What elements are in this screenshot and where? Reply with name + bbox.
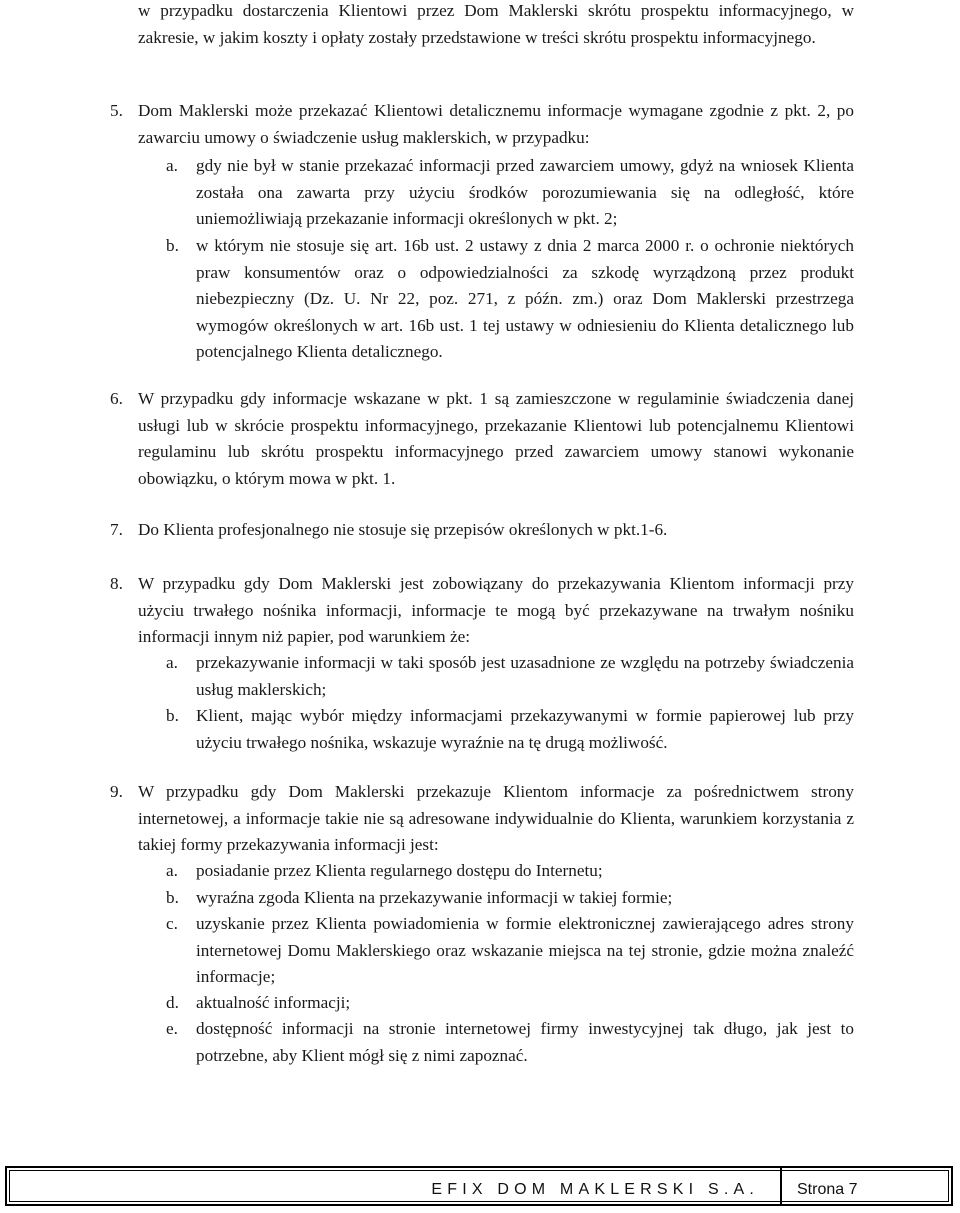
section-number: 9.: [110, 782, 123, 801]
list-item: [166, 233, 854, 366]
list-item: [166, 990, 854, 1017]
page-number: Strona 7: [797, 1181, 858, 1198]
list-item-text: Klient, mając wybór między informacjami przekazywanymi w formie papierowej lub przy użyciu trwałego nośnika, wskazuje wyraźnie na tę drugą możliwość.: [196, 706, 854, 752]
list-item-text: gdy nie był w stanie przekazać informacji przed zawarciem umowy, gdyż na wniosek Klienta została ona zawarta przy użyciu środków porozumiewania się na odległość, które uniemożliwiają przekazanie informacji określonych w pkt. 2;: [196, 156, 854, 228]
list-item-text: posiadanie przez Klienta regularnego dostępu do Internetu;: [196, 861, 603, 880]
section-number: 7.: [110, 520, 123, 539]
list-item: [166, 703, 854, 756]
list-item-text: aktualność informacji;: [196, 993, 351, 1012]
list-marker: d.: [166, 993, 179, 1012]
section-text: Do Klienta profesjonalnego nie stosuje się przepisów określonych w pkt.1-6.: [138, 520, 668, 539]
list-marker: a.: [166, 653, 178, 672]
section-6: [110, 386, 854, 492]
list-item: [166, 858, 854, 885]
list-marker: a.: [166, 156, 178, 175]
section-text: W przypadku gdy informacje wskazane w pkt. 1 są zamieszczone w regulaminie świadczenia danej usługi lub w skrócie prospektu informacyjnego, przekazanie Klientowi lub potencjalnemu Klientowi regulaminu lub skrótu prospektu informacyjnego przed zawarciem umowy stanowi wykonanie obowiązku, o którym mowa w pkt. 1.: [138, 389, 854, 488]
list-item-text: przekazywanie informacji w taki sposób jest uzasadnione ze względu na potrzeby świadczenia usług maklerskich;: [196, 653, 854, 699]
list-item-text: w którym nie stosuje się art. 16b ust. 2 ustawy z dnia 2 marca 2000 r. o ochronie niektórych praw konsumentów oraz o odpowiedzialności za szkodę wyrządzoną przez produkt niebezpieczny (Dz. U. Nr 22, poz. 271, z późn. zm.) oraz Dom Maklerski przestrzega wymogów określonych w art. 16b ust. 1 tej ustawy w odniesieniu do Klienta detalicznego lub potencjalnego Klienta detalicznego.: [196, 236, 854, 361]
section-number: 6.: [110, 389, 123, 408]
section-number: 8.: [110, 574, 123, 593]
intro-paragraph: w przypadku dostarczenia Klientowi przez Dom Maklerski skrótu prospektu informacyjnego, w zakresie, w jakim koszty i opłaty zostały przedstawione w treści skrótu prospektu informacyjnego.: [138, 1, 854, 47]
list-marker: b.: [166, 236, 179, 255]
list-item: [166, 650, 854, 703]
list-item: [166, 153, 854, 233]
section-number: 5.: [110, 101, 123, 120]
section-5: [110, 98, 854, 151]
list-marker: c.: [166, 914, 178, 933]
list-marker: b.: [166, 888, 179, 907]
list-marker: a.: [166, 861, 178, 880]
list-item-text: uzyskanie przez Klienta powiadomienia w formie elektronicznej zawierającego adres strony internetowej Domu Maklerskiego oraz wskazanie miejsca na tej stronie, gdzie można znaleźć informacje;: [196, 914, 854, 986]
list-marker: b.: [166, 706, 179, 725]
list-marker: e.: [166, 1019, 178, 1038]
section-9: [110, 779, 854, 859]
section-text: Dom Maklerski może przekazać Klientowi detalicznemu informacje wymagane zgodnie z pkt. 2, po zawarciu umowy o świadczenie usług maklerskich, w przypadku:: [138, 101, 854, 147]
footer-company-name: EFIX DOM MAKLERSKI S.A.: [431, 1181, 759, 1198]
section-7: [110, 517, 854, 544]
footer-divider: [780, 1168, 782, 1204]
section-text: W przypadku gdy Dom Maklerski jest zobowiązany do przekazywania Klientom informacji przy użyciu trwałego nośnika informacji, informacje te mogą być przekazywane na trwałym nośniku informacji innym niż papier, pod warunkiem że:: [138, 574, 854, 646]
section-text: W przypadku gdy Dom Maklerski przekazuje Klientom informacje za pośrednictwem strony internetowej, a informacje takie nie są adresowane indywidualnie do Klienta, warunkiem korzystania z takiej formy przekazywania informacji jest:: [138, 782, 854, 854]
section-8: [110, 571, 854, 651]
page-footer: [5, 1166, 953, 1206]
list-item-text: wyraźna zgoda Klienta na przekazywanie informacji w takiej formie;: [196, 888, 673, 907]
list-item-text: dostępność informacji na stronie internetowej firmy inwestycyjnej tak długo, jak jest to potrzebne, aby Klient mógł się z nimi zapoznać.: [196, 1019, 854, 1065]
list-item: [166, 1016, 854, 1069]
list-item: [166, 911, 854, 991]
list-item: [166, 885, 854, 912]
